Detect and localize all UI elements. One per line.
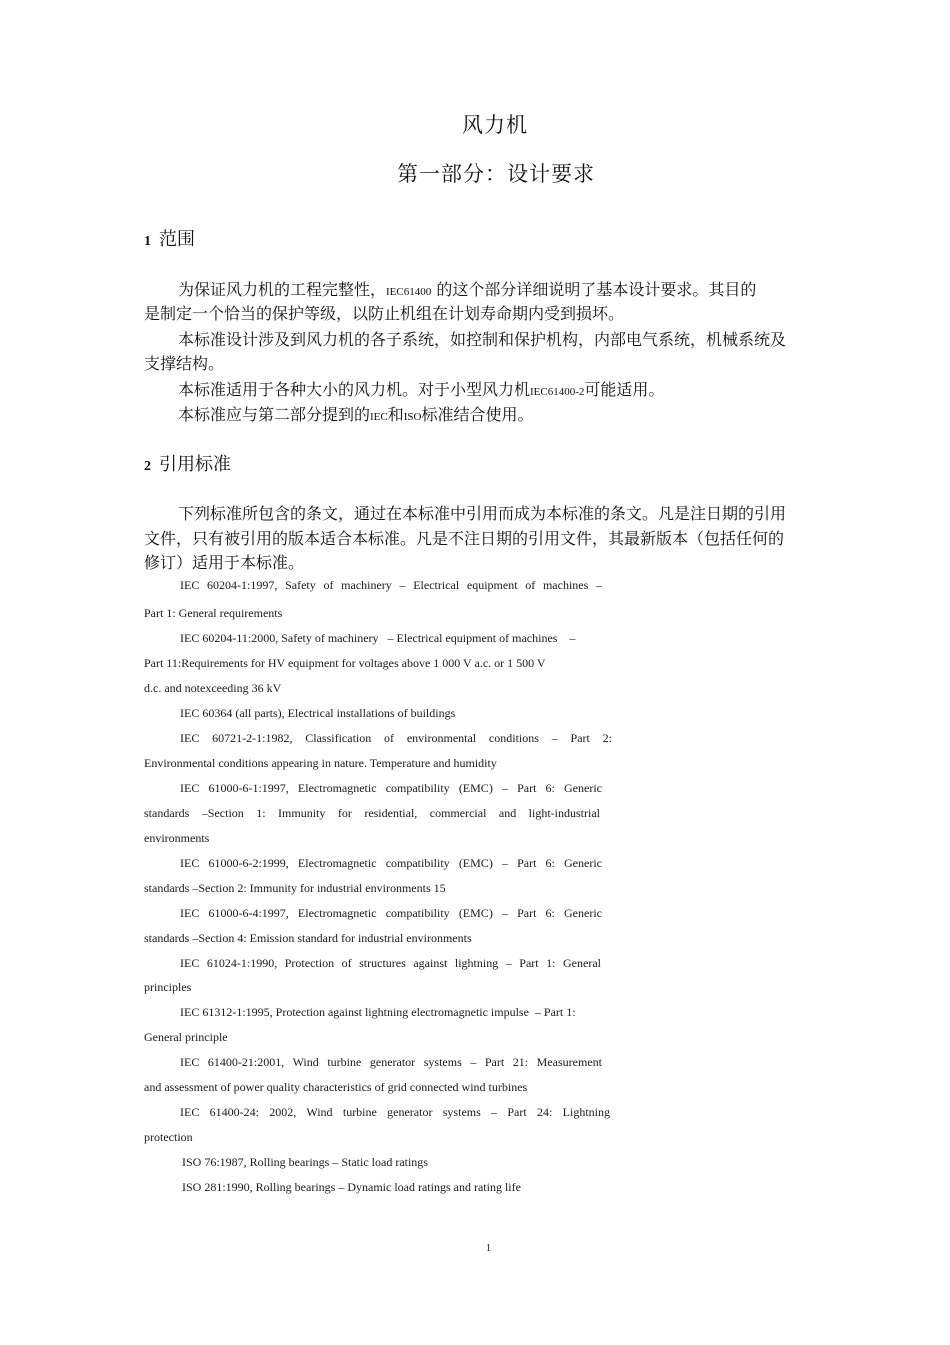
document-subtitle: 第一部分：设计要求 [397,162,595,186]
paragraph-line: 修订）适用于本标准。 [144,553,305,572]
reference-line: IEC 61312-1:1995, Protection against lightning electromagnetic impulse – Part 1: [180,1005,576,1019]
reference-line: General principle [144,1030,228,1044]
standard-code: IEC61400 [386,286,432,298]
reference-line: IEC 61000-6-2:1999, Electromagnetic compatibility (EMC) – Part 6: Generic [180,856,602,870]
standard-code: ISO [403,411,422,423]
section-2-heading [144,450,231,476]
text-span: 可能适用。 [584,380,665,399]
section-number: 1 [144,234,151,249]
section-title: 范围 [159,229,195,250]
paragraph-line: 本标准设计涉及到风力机的各子系统，如控制和保护机构，内部电气系统，机械系统及 [178,330,787,349]
reference-line: principles [144,980,192,994]
reference-line: and assessment of power quality characteristics of grid connected wind turbines [144,1080,528,1094]
text-span: 标准结合使用。 [421,405,534,424]
reference-line: ISO 76:1987, Rolling bearings – Static load ratings [182,1155,428,1169]
text-span: 本标准应与第二部分提到的 [178,405,371,424]
text-span: 本标准适用于各种大小的风力机。对于小型风力机 [178,380,531,399]
reference-line: IEC 61400-21:2001, Wind turbine generator systems – Part 21: Measurement [180,1055,602,1069]
paragraph-line [178,377,664,405]
paragraph-line: 是制定一个恰当的保护等级，以防止机组在计划寿命期内受到损坏。 [144,304,625,323]
reference-line: IEC 60364 (all parts), Electrical installations of buildings [180,706,456,720]
reference-line: IEC 61024-1:1990, Protection of structures against lightning – Part 1: General [180,956,601,970]
reference-line: IEC 60204-1:1997, Safety of machinery – Electrical equipment of machines – [180,578,602,592]
reference-line: IEC 60721-2-1:1982, Classification of environmental conditions – Part 2: [180,731,612,745]
text-span: 的这个部分详细说明了基本设计要求。其目的 [431,280,757,299]
section-1-heading [144,225,195,251]
reference-line: IEC 61000-6-1:1997, Electromagnetic compatibility (EMC) – Part 6: Generic [180,781,602,795]
paragraph-line: 支撑结构。 [144,354,225,373]
reference-line: Part 1: General requirements [144,606,283,620]
page-number: 1 [486,1243,491,1254]
reference-line: d.c. and notexceeding 36 kV [144,681,282,695]
reference-line: protection [144,1130,193,1144]
reference-line: Part 11:Requirements for HV equipment for voltages above 1 000 V a.c. or 1 500 V [144,656,546,670]
standard-code: IEC [370,411,388,423]
paragraph-line [178,402,534,430]
reference-line: environments [144,831,210,845]
reference-line: standards –Section 4: Emission standard for industrial environments [144,931,472,945]
document-title: 风力机 [462,113,528,137]
reference-line: Environmental conditions appearing in nature. Temperature and humidity [144,756,497,770]
reference-line: IEC 61400-24: 2002, Wind turbine generator systems – Part 24: Lightning [180,1105,610,1119]
section-title: 引用标准 [159,454,231,475]
reference-line: IEC 61000-6-4:1997, Electromagnetic compatibility (EMC) – Part 6: Generic [180,906,602,920]
paragraph-line: 文件，只有被引用的版本适合本标准。凡是不注日期的引用文件，其最新版本（包括任何的 [144,529,785,548]
text-span: 为保证风力机的工程完整性， [178,280,387,299]
paragraph-line: 下列标准所包含的条文，通过在本标准中引用而成为本标准的条文。凡是注日期的引用 [178,504,787,523]
reference-line: IEC 60204-11:2000, Safety of machinery – Electrical equipment of machines – [180,631,576,645]
reference-line: standards –Section 1: Immunity for residential, commercial and light-industrial [144,806,600,820]
section-number: 2 [144,459,151,474]
reference-line: ISO 281:1990, Rolling bearings – Dynamic load ratings and rating life [182,1180,521,1194]
reference-line: standards –Section 2: Immunity for industrial environments 15 [144,881,446,895]
standard-code: IEC61400-2 [530,386,585,398]
text-span: 和 [387,405,404,424]
